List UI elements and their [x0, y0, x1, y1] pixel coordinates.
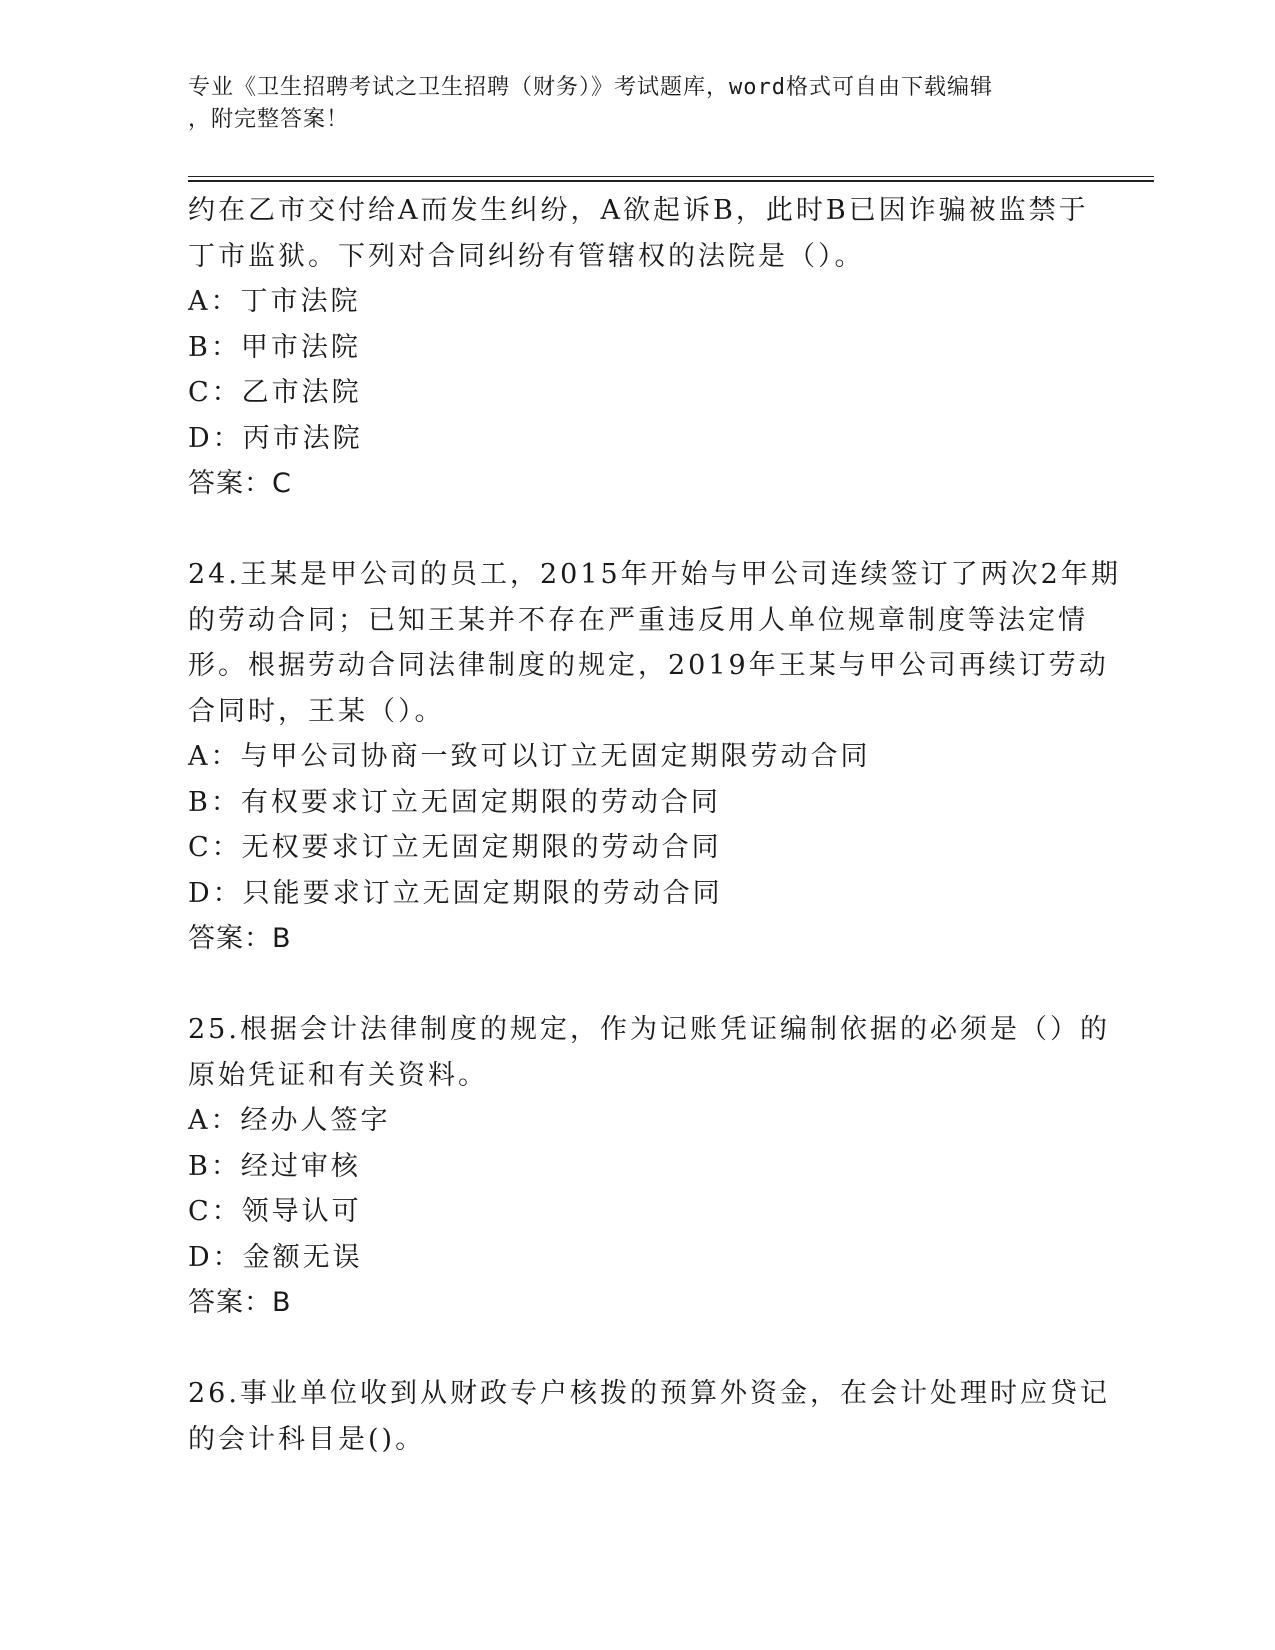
question-stem-line: 丁市监狱。下列对合同纠纷有管辖权的法院是（）。: [188, 240, 865, 272]
question-24: [188, 552, 1121, 962]
answer-line: 答案：B: [188, 1287, 292, 1318]
header-title-line-1: 专业《卫生招聘考试之卫生招聘（财务）》考试题库，word格式可自由下载编辑: [188, 75, 993, 100]
option-c: C：乙市法院: [188, 377, 362, 408]
spacer: [188, 507, 1088, 553]
option-a: A：经办人签字: [188, 1105, 391, 1136]
question-stem-line: 原始凭证和有关资料。: [188, 1059, 488, 1091]
question-26: [188, 1371, 1110, 1462]
question-stem-line: 26.事业单位收到从财政专户核拨的预算外资金，在会计处理时应贷记: [188, 1378, 1110, 1409]
question-stem-line: 约在乙市交付给A而发生纠纷，A欲起诉B，此时B已因诈骗被监禁于: [188, 195, 1089, 226]
spacer: [188, 1326, 1088, 1372]
question-stem-line: 的会计科目是()。: [188, 1423, 426, 1455]
option-d: D：丙市法院: [188, 422, 363, 454]
answer-line: 答案：C: [188, 468, 292, 499]
question-23: [188, 188, 1088, 507]
option-a: A：与甲公司协商一致可以订立无固定期限劳动合同: [188, 741, 871, 772]
option-c: C：领导认可: [188, 1196, 362, 1227]
question-stem-line: 的劳动合同；已知王某并不存在严重违反用人单位规章制度等法定情: [188, 604, 1088, 636]
header-divider-thin: [188, 176, 1154, 177]
option-b: B：有权要求订立无固定期限的劳动合同: [188, 786, 721, 818]
question-stem-line: 25.根据会计法律制度的规定，作为记账凭证编制依据的必须是（）的: [188, 1014, 1110, 1045]
question-stem-line: 合同时，王某（）。: [188, 695, 445, 727]
option-c: C：无权要求订立无固定期限的劳动合同: [188, 832, 722, 863]
question-stem-line: 形。根据劳动合同法律制度的规定，2019年王某与甲公司再续订劳动: [188, 650, 1109, 681]
option-d: D：只能要求订立无固定期限的劳动合同: [188, 877, 723, 909]
option-b: B：经过审核: [188, 1150, 361, 1182]
question-list: [188, 188, 1121, 1462]
answer-line: 答案：B: [188, 923, 292, 954]
option-a: A：丁市法院: [188, 286, 361, 317]
header-divider-thick: [188, 180, 1154, 182]
document-header: [188, 72, 1068, 136]
option-d: D：金额无误: [188, 1241, 363, 1273]
question-25: [188, 1007, 1110, 1326]
question-stem-line: 24.王某是甲公司的员工，2015年开始与甲公司连续签订了两次2年期: [188, 559, 1121, 590]
header-title-line-2: ，附完整答案！: [188, 107, 350, 132]
spacer: [188, 962, 1088, 1008]
option-b: B：甲市法院: [188, 331, 361, 363]
